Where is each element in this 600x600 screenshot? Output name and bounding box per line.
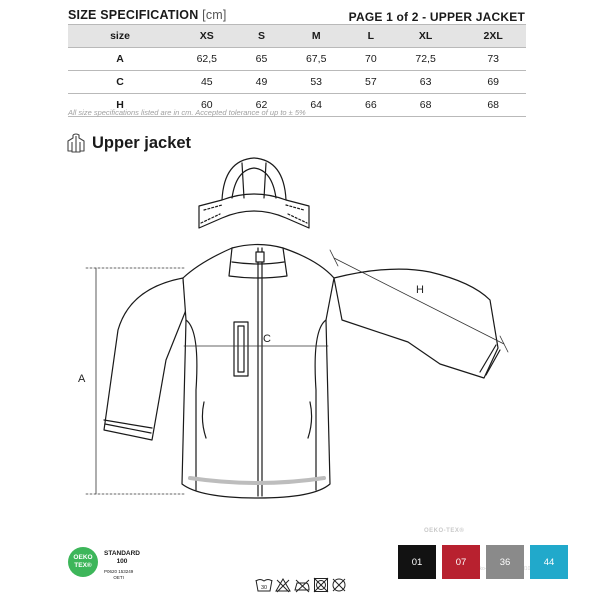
color-code: 44 xyxy=(543,556,555,568)
row-label: C xyxy=(68,71,172,94)
table-cell: 64 xyxy=(281,94,351,117)
oeko-tex-logo xyxy=(68,547,98,577)
table-header-cell: M xyxy=(281,25,351,48)
oeko-cert-line2: OETI xyxy=(113,575,124,580)
oeko-logo-line1: OEKO xyxy=(73,554,93,561)
oeko-standard-line1: STANDARD xyxy=(104,550,140,557)
section-title: Upper jacket xyxy=(92,133,192,152)
no-tumble-dry-icon xyxy=(313,577,329,593)
page-indicator: PAGE 1 of 2 - UPPER JACKET xyxy=(348,10,525,24)
table-cell: 45 xyxy=(172,71,242,94)
table-header-cell: S xyxy=(242,25,282,48)
oeko-cert-line1: P0620 153249 xyxy=(104,569,134,574)
table-cell: 53 xyxy=(281,71,351,94)
oeko-watermark-title: OEKO-TEX® xyxy=(424,528,465,534)
hood-drawing xyxy=(199,158,309,228)
row-label: H xyxy=(68,94,172,117)
table-cell: 62,5 xyxy=(172,48,242,71)
wash-temp: 30 xyxy=(260,585,268,591)
table-cell: 67,5 xyxy=(281,48,351,71)
color-swatch-44[interactable] xyxy=(530,545,568,579)
row-label: A xyxy=(68,48,172,71)
table-cell: 73 xyxy=(460,48,526,71)
color-swatch-07[interactable] xyxy=(442,545,480,579)
no-dry-clean-icon xyxy=(331,577,347,593)
table-cell: 68 xyxy=(391,94,461,117)
oeko-standard-line2: 100 xyxy=(116,558,128,565)
table-cell: 65 xyxy=(242,48,282,71)
dimension-label-c: C xyxy=(263,333,271,345)
tolerance-note: All size specifications listed are in cm. Accepted tolerance of up to ± 5% xyxy=(68,108,306,117)
wash-30-icon xyxy=(255,577,273,593)
dimension-label-h: H xyxy=(416,284,424,296)
table-cell: 57 xyxy=(351,71,391,94)
table-header-cell: L xyxy=(351,25,391,48)
color-swatch-01[interactable] xyxy=(398,545,436,579)
oeko-certificate xyxy=(104,569,133,581)
table-cell: 70 xyxy=(351,48,391,71)
table-header-cell: size xyxy=(68,25,172,48)
table-cell: 62 xyxy=(242,94,282,117)
care-icons xyxy=(255,577,347,593)
spec-title-text: SIZE SPECIFICATION xyxy=(68,8,199,22)
table-cell: 68 xyxy=(460,94,526,117)
table-cell: 63 xyxy=(391,71,461,94)
oeko-standard xyxy=(104,550,140,566)
spec-unit: [cm] xyxy=(202,8,227,22)
color-code: 36 xyxy=(499,556,511,568)
color-swatch-36[interactable] xyxy=(486,545,524,579)
jacket-body-drawing xyxy=(104,245,500,499)
dimension-label-a: A xyxy=(78,373,86,385)
table-header-cell: XS xyxy=(172,25,242,48)
table-cell: 66 xyxy=(351,94,391,117)
no-iron-icon xyxy=(293,577,311,593)
table-header-cell: 2XL xyxy=(460,25,526,48)
table-cell: 60 xyxy=(172,94,242,117)
table-cell: 69 xyxy=(460,71,526,94)
color-code: 01 xyxy=(411,556,423,568)
table-cell: 49 xyxy=(242,71,282,94)
color-code: 07 xyxy=(455,556,467,568)
table-header-cell: XL xyxy=(391,25,461,48)
oeko-logo-line2: TEX® xyxy=(74,562,92,569)
table-cell: 72,5 xyxy=(391,48,461,71)
no-bleach-icon xyxy=(275,577,291,593)
